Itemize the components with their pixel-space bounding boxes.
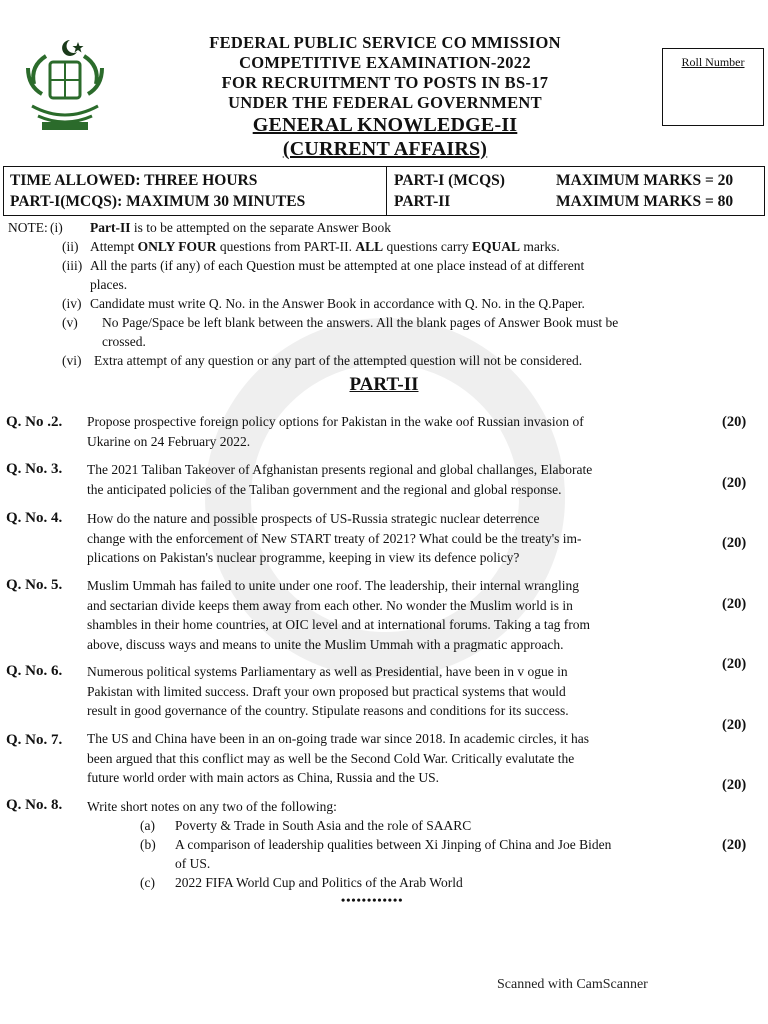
question-number: Q. No. 4. bbox=[6, 510, 63, 526]
question-text: How do the nature and possible prospects of US-Russia strategic nuclear deterrence change with the enforcement of New START treaty of 2021? What could be the treaty's im- plications on Pakistan's nuclear programme, keeping in view its defence policy? bbox=[87, 511, 582, 565]
header-commission: FEDERAL PUBLIC SERVICE CO MMISSION bbox=[209, 33, 561, 52]
question-number: Q. No. 6. bbox=[6, 663, 63, 679]
q8-item: (b) A comparison of leadership qualities between Xi Jinping of China and Joe Biden of US. bbox=[140, 837, 612, 871]
question-marks: (20) bbox=[722, 475, 747, 491]
question-number: Q. No. 8. bbox=[6, 797, 63, 813]
part2-label: PART-II bbox=[394, 193, 451, 210]
note-item: (v) No Page/Space be left blank between the answers. All the blank pages of Answer Book must be crossed. bbox=[62, 315, 619, 349]
header-recruitment: FOR RECRUITMENT TO POSTS IN BS-17 bbox=[221, 73, 549, 92]
note-item: (iii) All the parts (if any) of each Question must be attempted at one place instead of at different places. bbox=[62, 258, 585, 292]
question-number: Q. No. 7. bbox=[6, 732, 63, 748]
part2-marks: MAXIMUM MARKS = 80 bbox=[556, 193, 734, 210]
q8-item: (c) 2022 FIFA World Cup and Politics of the Arab World bbox=[140, 875, 463, 890]
question-marks: (20) bbox=[722, 837, 747, 853]
q8-item: (a) Poverty & Trade in South Asia and the role of SAARC bbox=[140, 818, 472, 833]
note-item: (i) Part-II is to be attempted on the separate Answer Book bbox=[50, 220, 392, 235]
question-number: Q. No .2. bbox=[6, 414, 63, 430]
exam-info-table bbox=[3, 166, 765, 216]
roll-number-box[interactable] bbox=[662, 48, 764, 126]
government-emblem-icon bbox=[12, 36, 118, 136]
question-marks: (20) bbox=[722, 596, 747, 612]
subject-subtitle: (CURRENT AFFAIRS) bbox=[282, 138, 488, 160]
header-government: UNDER THE FEDERAL GOVERNMENT bbox=[228, 93, 542, 112]
question-number: Q. No. 5. bbox=[6, 577, 63, 593]
note-label: NOTE: bbox=[8, 220, 48, 235]
question-marks: (20) bbox=[722, 414, 747, 430]
question-number: Q. No. 3. bbox=[6, 461, 63, 477]
question-text: The US and China have been in an on-going trade war since 2018. In academic circles, it has been argued that this conflict may as well be the Second Cold War. Critically evalutate the future world order with main actors as China, Russia and the US. bbox=[87, 731, 589, 785]
question-text: Muslim Ummah has failed to unite under one roof. The leadership, their internal wrangling and sectarian divide keeps them away from each other. No wonder the Muslim world is in shambles in their home countries, at OIC level and at international forums. Taking a tag from above, discuss ways and means to unite the Muslim Ummah with a pragmatic approach. bbox=[87, 578, 591, 652]
roll-number-label: Roll Number bbox=[681, 55, 745, 69]
question-text: Write short notes on any two of the following: bbox=[87, 799, 337, 814]
subject-title: GENERAL KNOWLEDGE-II bbox=[252, 114, 518, 136]
question-marks: (20) bbox=[722, 656, 747, 672]
scanner-watermark: Scanned with CamScanner bbox=[497, 977, 648, 992]
end-stars: •••••••••••• bbox=[341, 893, 404, 907]
time-allowed: TIME ALLOWED: THREE HOURS bbox=[10, 172, 258, 189]
question-text: The 2021 Taliban Takeover of Afghanistan presents regional and global challanges, Elaborate the anticipated policies of the Taliban government and the regional and global response. bbox=[87, 462, 593, 497]
note-item: (vi) Extra attempt of any question or any part of the attempted question will not be considered. bbox=[62, 353, 583, 368]
part1-label: PART-I (MCQS) bbox=[394, 172, 505, 189]
question-text: Numerous political systems Parliamentary as well as Presidential, have been in v ogue in Pakistan with limited success. Draft your own proposed but practical systems that would result in good governance of the country. Stipulate reasons and conditions for its success. bbox=[87, 664, 569, 718]
note-item: (iv) Candidate must write Q. No. in the Answer Book in accordance with Q. No. in the Q.Paper. bbox=[62, 296, 585, 311]
header-exam: COMPETITIVE EXAMINATION-2022 bbox=[239, 53, 531, 72]
question-marks: (20) bbox=[722, 717, 747, 733]
note-item: (ii) Attempt ONLY FOUR questions from PART-II. ALL questions carry EQUAL marks. bbox=[62, 239, 560, 254]
question-marks: (20) bbox=[722, 777, 747, 793]
part1-time: PART-I(MCQS): MAXIMUM 30 MINUTES bbox=[10, 193, 306, 210]
question-text: Propose prospective foreign policy options for Pakistan in the wake oof Russian invasion of Ukarine on 24 February 2022. bbox=[87, 414, 584, 449]
part-title: PART-II bbox=[349, 374, 419, 395]
question-marks: (20) bbox=[722, 535, 747, 551]
part1-marks: MAXIMUM MARKS = 20 bbox=[556, 172, 734, 189]
